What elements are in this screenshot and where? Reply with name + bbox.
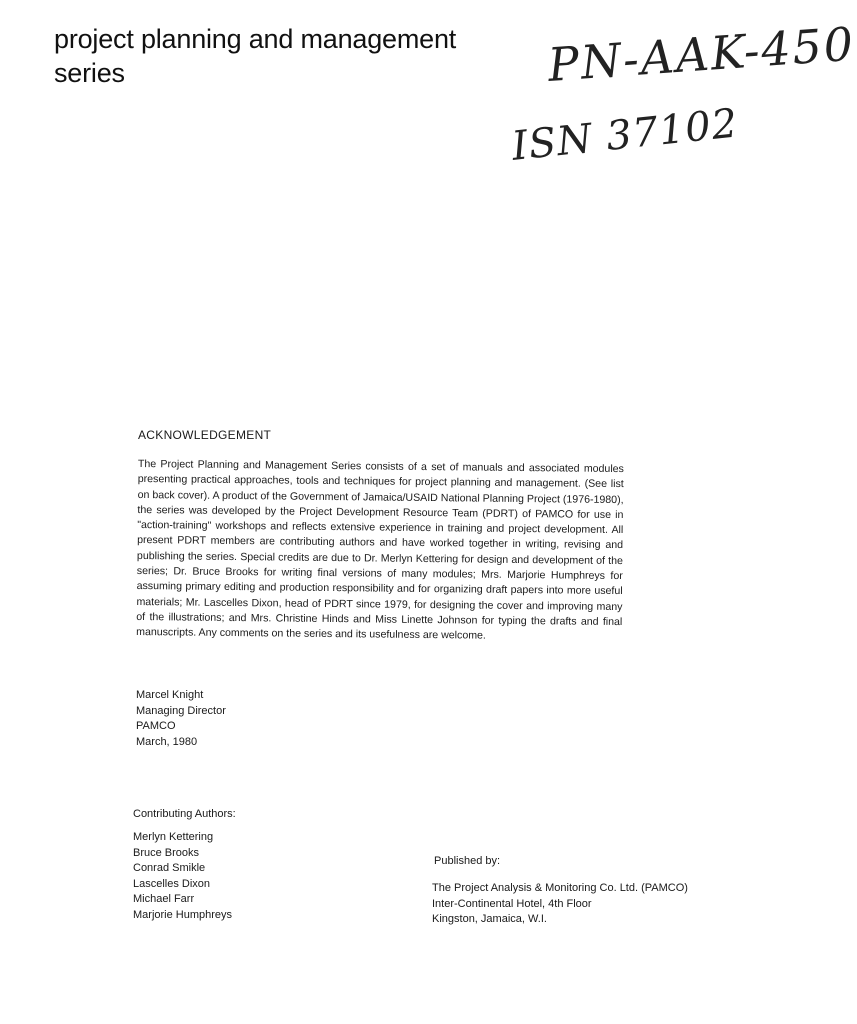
- publisher-address: [432, 881, 688, 928]
- publisher-name: The Project Analysis & Monitoring Co. Ltd. (PAMCO): [432, 882, 688, 894]
- signoff-block: [136, 688, 226, 750]
- signoff-org: PAMCO: [136, 720, 176, 732]
- acknowledgement-body: The Project Planning and Management Series consists of a set of manuals and associated modules presenting practical approaches, tools and techniques for project planning and management. (See list on back cover). A product of the Government of Jamaica/USAID National Planning Project (1976-1980), the series was developed by the Project Development Resource Team (PDRT) of PAMCO for use in "action-training" workshops and reflects extensive experience in training and project development. All present PDRT members are contributing authors and have worked together in writing, revising and publishing the series. Special credits are due to Dr. Merlyn Kettering for design and development of the series; Dr. Bruce Brooks for writing final versions of many modules; Mrs. Marjorie Humphreys for assuming primary editing and production responsibility and for organizing draft papers into more useful materials; Mr. Lascelles Dixon, head of PDRT since 1979, for designing the cover and improving many of the illustrations; and Mrs. Christine Hinds and Miss Linette Johnson for typing the drafts and final manuscripts. Any comments on the series and its usefulness are welcome.: [136, 457, 624, 642]
- signoff-date: March, 1980: [136, 735, 198, 748]
- contributor-name: Merlyn Kettering: [133, 831, 214, 843]
- contributors-list: [133, 830, 232, 923]
- page-title-line-1: project planning and management: [54, 24, 457, 54]
- page-title: [54, 22, 456, 90]
- signoff-name: Marcel Knight: [136, 689, 204, 701]
- contributor-name: Lascelles Dixon: [133, 877, 211, 890]
- contributor-name: Conrad Smikle: [133, 862, 206, 874]
- contributors-heading: Contributing Authors:: [133, 808, 236, 820]
- acknowledgement-heading: ACKNOWLEDGEMENT: [138, 428, 272, 442]
- publisher-heading: Published by:: [434, 855, 501, 867]
- signoff-title: Managing Director: [136, 704, 226, 717]
- handwritten-catalog-number: PN-AAK-450: [546, 16, 857, 92]
- contributor-name: Marjorie Humphreys: [133, 908, 233, 921]
- handwritten-isn-number: ISN 37102: [509, 100, 741, 170]
- page-title-line-2: series: [54, 58, 125, 88]
- contributor-name: Michael Farr: [133, 893, 195, 905]
- publisher-address-line: Inter-Continental Hotel, 4th Floor: [432, 897, 592, 910]
- contributor-name: Bruce Brooks: [133, 846, 200, 859]
- publisher-address-line: Kingston, Jamaica, W.I.: [432, 913, 547, 925]
